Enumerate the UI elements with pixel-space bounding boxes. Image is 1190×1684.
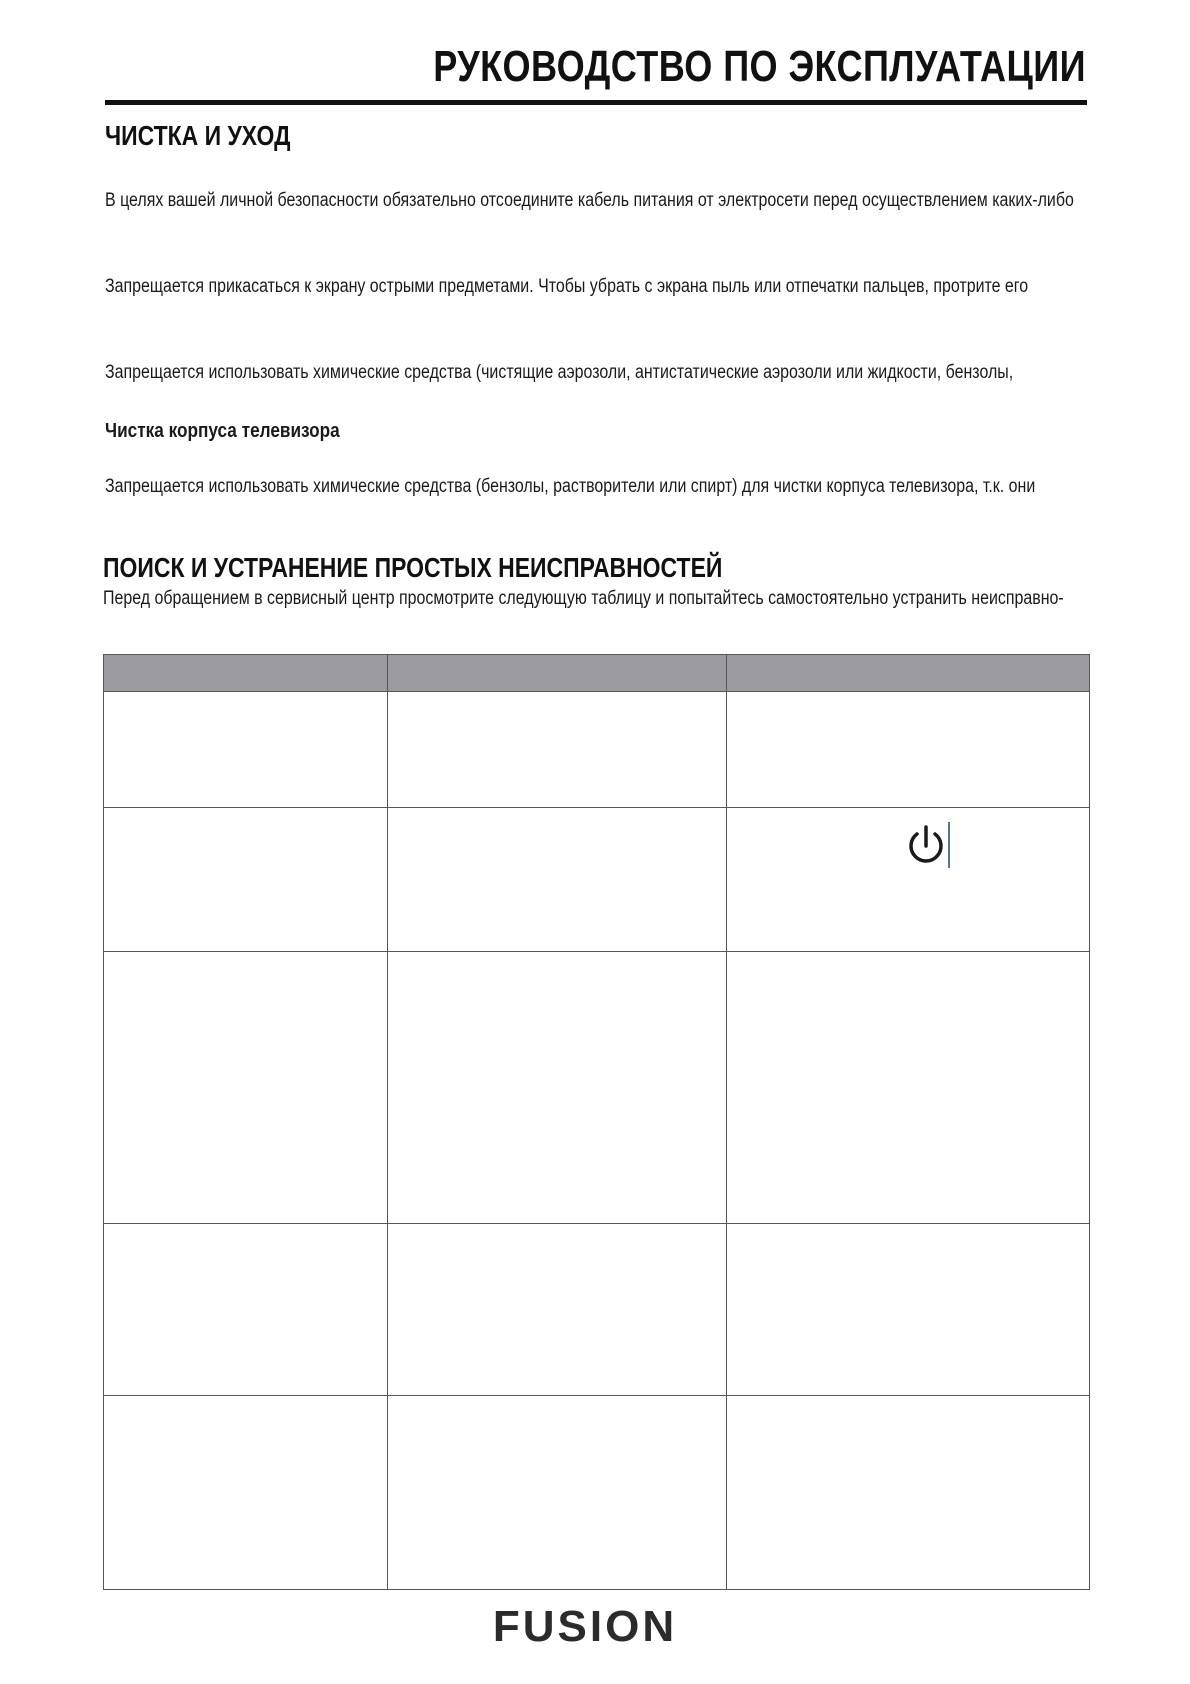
table-row [104,692,1090,808]
page-title: РУКОВОДСТВО ПО ЭКСПЛУАТАЦИИ [433,42,1086,91]
cleaning-paragraph-4: Запрещается использовать химические средства (бензолы, растворители или спирт) для чистки корпуса телевизора, т.к. они [105,476,1036,497]
troubleshooting-heading: ПОИСК И УСТРАНЕНИЕ ПРОСТЫХ НЕИСПРАВНОСТЕЙ [103,552,723,583]
table-cell [726,1396,1089,1590]
table-header-cell [388,655,726,692]
table-row [104,952,1090,1224]
cleaning-paragraph-2: Запрещается прикасаться к экрану острыми предметами. Чтобы убрать с экрана пыль или отпечатки пальцев, протрите его [105,276,1029,297]
table-cell [388,808,726,952]
table-cell [388,952,726,1224]
table-row [104,808,1090,952]
table-row [104,1224,1090,1396]
table-cell [726,692,1089,808]
cleaning-paragraph-1: В целях вашей личной безопасности обязательно отсоедините кабель питания от электросети перед осуществлением каких-либо [105,190,1074,211]
table-cell [726,1224,1089,1396]
table-cell [388,1224,726,1396]
table-cell [104,808,388,952]
cleaning-paragraph-3: Запрещается использовать химические средства (чистящие аэрозоли, антистатические аэрозоли или жидкости, бензолы, [105,362,1014,383]
table-header-row [104,655,1090,692]
text-cursor [948,822,950,868]
troubleshooting-table [103,654,1090,1590]
case-cleaning-subheading: Чистка корпуса телевизора [105,420,340,442]
power-icon [905,822,947,868]
fusion-logo [465,1600,705,1650]
table-cell [388,692,726,808]
troubleshooting-intro: Перед обращением в сервисный центр просмотрите следующую таблицу и попытайтесь самостоятельно устранить неисправно- [103,588,1064,609]
title-divider [105,100,1087,105]
table-header-cell [104,655,388,692]
table-cell [104,952,388,1224]
table-cell [726,952,1089,1224]
table-cell [726,808,1089,952]
cleaning-heading: ЧИСТКА И УХОД [105,120,291,151]
table-cell [104,1224,388,1396]
table-cell [388,1396,726,1590]
table-cell [104,1396,388,1590]
table-cell [104,692,388,808]
table-header-cell [726,655,1089,692]
fusion-logo-text: FUSION [492,1602,678,1650]
table-row [104,1396,1090,1590]
